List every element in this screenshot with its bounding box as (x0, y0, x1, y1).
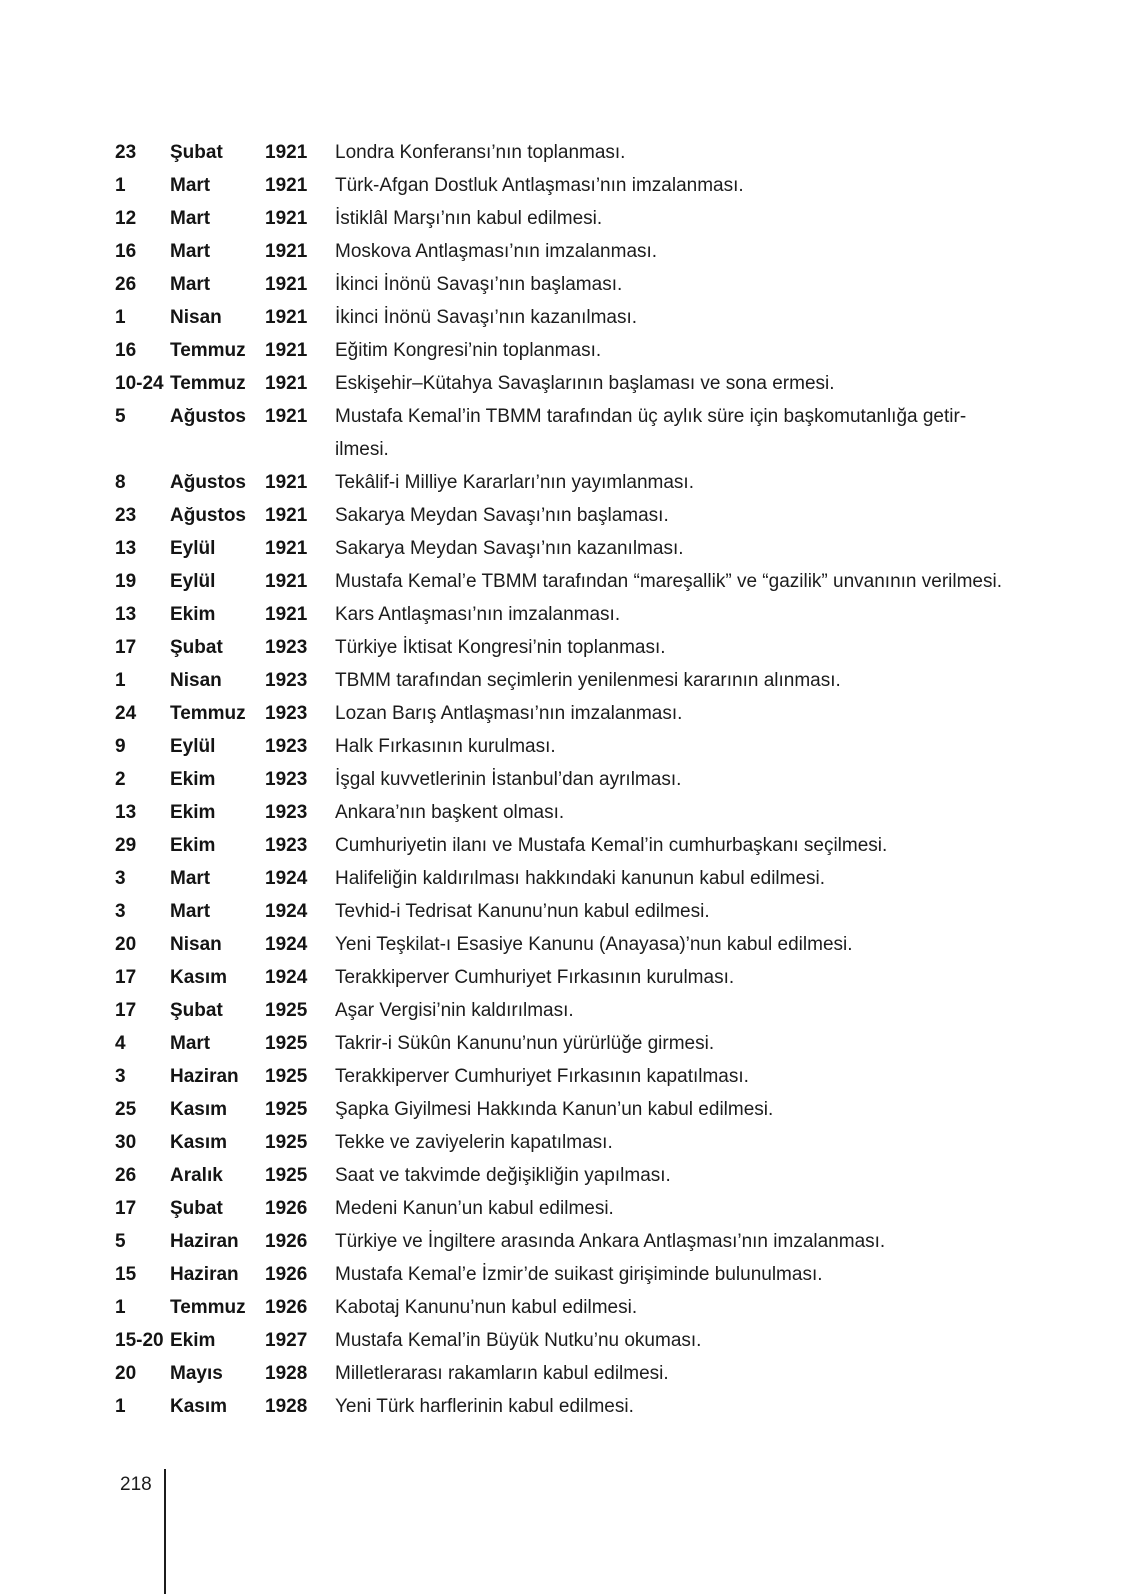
row-event: Halk Fırkasının kurulması. (335, 736, 556, 757)
row-day: 17 (115, 1000, 137, 1021)
row-day: 13 (115, 604, 137, 625)
row-month: Mart (170, 175, 211, 196)
row-event: Ankara’nın başkent olması. (335, 802, 565, 823)
timeline-row (115, 1126, 1005, 1159)
row-event: Londra Konferansı’nın toplanması. (335, 142, 626, 163)
row-event: Türkiye İktisat Kongresi’nin toplanması. (335, 637, 666, 658)
timeline-row (115, 697, 1005, 730)
row-year: 1923 (265, 637, 308, 658)
row-day: 16 (115, 241, 137, 262)
row-month: Ağustos (170, 505, 246, 526)
row-year: 1921 (265, 472, 308, 493)
row-day: 29 (115, 835, 137, 856)
row-month: Aralık (170, 1165, 223, 1186)
timeline-row (115, 598, 1005, 631)
row-month: Mart (170, 241, 211, 262)
row-month: Şubat (170, 1198, 223, 1219)
row-event: Sakarya Meydan Savaşı’nın kazanılması. (335, 538, 684, 559)
row-year: 1921 (265, 142, 308, 163)
row-day: 13 (115, 802, 137, 823)
row-year: 1921 (265, 340, 308, 361)
row-year: 1923 (265, 736, 308, 757)
row-month: Haziran (170, 1264, 239, 1285)
timeline-row (115, 235, 1005, 268)
row-event: Mustafa Kemal’in Büyük Nutku’nu okuması. (335, 1330, 702, 1351)
row-event: İstiklâl Marşı’nın kabul edilmesi. (335, 208, 603, 229)
row-month: Nisan (170, 307, 222, 328)
row-year: 1925 (265, 1132, 308, 1153)
row-month: Temmuz (170, 703, 246, 724)
row-event: Eskişehir–Kütahya Savaşlarının başlaması ve sona ermesi. (335, 373, 835, 394)
row-day: 15-20 (115, 1330, 164, 1351)
row-month: Kasım (170, 967, 228, 988)
timeline-row (115, 1324, 1005, 1357)
timeline-row (115, 1192, 1005, 1225)
row-month: Ekim (170, 835, 216, 856)
row-day: 17 (115, 1198, 137, 1219)
row-event: Yeni Türk harflerinin kabul edilmesi. (335, 1396, 634, 1417)
row-month: Mart (170, 901, 211, 922)
row-day: 26 (115, 274, 137, 295)
row-year: 1921 (265, 274, 308, 295)
row-day: 1 (115, 1396, 126, 1417)
timeline-row (115, 334, 1005, 367)
row-month: Temmuz (170, 340, 246, 361)
row-month: Eylül (170, 538, 216, 559)
timeline-row (115, 565, 1005, 598)
row-event: TBMM tarafından seçimlerin yenilenmesi kararının alınması. (335, 670, 841, 691)
row-year: 1924 (265, 934, 308, 955)
row-year: 1925 (265, 1066, 308, 1087)
timeline-row (115, 895, 1005, 928)
row-event: Milletlerarası rakamların kabul edilmesi. (335, 1363, 669, 1384)
timeline-row (115, 763, 1005, 796)
row-month: Mart (170, 868, 211, 889)
timeline-row (115, 829, 1005, 862)
row-day: 19 (115, 571, 137, 592)
timeline-row (115, 1225, 1005, 1258)
timeline-row (115, 1258, 1005, 1291)
timeline-row (115, 1093, 1005, 1126)
row-day: 4 (115, 1033, 126, 1054)
row-event: Kabotaj Kanunu’nun kabul edilmesi. (335, 1297, 638, 1318)
timeline-row (115, 1357, 1005, 1390)
row-day: 13 (115, 538, 137, 559)
row-month: Kasım (170, 1396, 228, 1417)
row-year: 1921 (265, 373, 308, 394)
row-day: 3 (115, 1066, 126, 1087)
row-month: Şubat (170, 1000, 223, 1021)
timeline-row (115, 136, 1005, 169)
row-day: 24 (115, 703, 137, 724)
timeline-row (115, 1159, 1005, 1192)
row-month: Ağustos (170, 406, 246, 427)
row-year: 1928 (265, 1363, 308, 1384)
row-year: 1921 (265, 208, 308, 229)
row-year: 1926 (265, 1198, 308, 1219)
row-year: 1924 (265, 967, 308, 988)
row-year: 1923 (265, 802, 308, 823)
row-day: 20 (115, 934, 137, 955)
row-event: Takrir-i Sükûn Kanunu’nun yürürlüğe girmesi. (335, 1033, 715, 1054)
row-event: Medeni Kanun’un kabul edilmesi. (335, 1198, 614, 1219)
row-event: Mustafa Kemal’e TBMM tarafından “mareşallik” ve “gazilik” unvanının verilmesi. (335, 571, 1002, 592)
timeline-row (115, 466, 1005, 499)
row-event: Kars Antlaşması’nın imzalanması. (335, 604, 621, 625)
row-event: Moskova Antlaşması’nın imzalanması. (335, 241, 658, 262)
row-event: Tekâlif-i Milliye Kararları’nın yayımlanması. (335, 472, 694, 493)
row-month: Eylül (170, 736, 216, 757)
row-year: 1921 (265, 307, 308, 328)
row-day: 17 (115, 967, 137, 988)
timeline-row (115, 961, 1005, 994)
timeline-row (115, 1027, 1005, 1060)
row-event: İkinci İnönü Savaşı’nın başlaması. (335, 274, 623, 295)
row-event: Halifeliğin kaldırılması hakkındaki kanunun kabul edilmesi. (335, 868, 826, 889)
row-year: 1921 (265, 538, 308, 559)
timeline-row (115, 301, 1005, 334)
row-day: 3 (115, 901, 126, 922)
row-month: Temmuz (170, 373, 246, 394)
timeline-row (115, 928, 1005, 961)
row-day: 3 (115, 868, 126, 889)
row-month: Haziran (170, 1231, 239, 1252)
row-year: 1921 (265, 604, 308, 625)
row-month: Nisan (170, 934, 222, 955)
row-day: 10-24 (115, 373, 164, 394)
row-event: Sakarya Meydan Savaşı’nın başlaması. (335, 505, 669, 526)
row-day: 30 (115, 1132, 137, 1153)
row-year: 1925 (265, 1099, 308, 1120)
row-event: Eğitim Kongresi’nin toplanması. (335, 340, 602, 361)
row-month: Mart (170, 274, 211, 295)
timeline-row (115, 994, 1005, 1027)
timeline-row (115, 631, 1005, 664)
row-month: Kasım (170, 1132, 228, 1153)
row-year: 1924 (265, 868, 308, 889)
row-month: Şubat (170, 142, 223, 163)
row-event: Terakkiperver Cumhuriyet Fırkasının kurulması. (335, 967, 735, 988)
row-day: 9 (115, 736, 126, 757)
footer-vertical-rule (164, 1469, 166, 1594)
row-month: Nisan (170, 670, 222, 691)
row-day: 12 (115, 208, 137, 229)
row-day: 15 (115, 1264, 137, 1285)
row-event: Yeni Teşkilat-ı Esasiye Kanunu (Anayasa)’nun kabul edilmesi. (335, 934, 853, 955)
row-day: 25 (115, 1099, 137, 1120)
row-event: Terakkiperver Cumhuriyet Fırkasının kapatılması. (335, 1066, 749, 1087)
row-day: 20 (115, 1363, 137, 1384)
row-year: 1928 (265, 1396, 308, 1417)
timeline-row (115, 1060, 1005, 1093)
timeline-row (115, 202, 1005, 235)
row-day: 23 (115, 142, 137, 163)
row-month: Ekim (170, 1330, 216, 1351)
row-event: Tekke ve zaviyelerin kapatılması. (335, 1132, 613, 1153)
row-event: Şapka Giyilmesi Hakkında Kanun’un kabul edilmesi. (335, 1099, 774, 1120)
row-day: 1 (115, 1297, 126, 1318)
row-month: Mart (170, 208, 211, 229)
row-year: 1921 (265, 175, 308, 196)
timeline-row (115, 532, 1005, 565)
row-year: 1925 (265, 1033, 308, 1054)
row-day: 17 (115, 637, 137, 658)
timeline-row (115, 730, 1005, 763)
row-year: 1921 (265, 241, 308, 262)
row-event: İşgal kuvvetlerinin İstanbul’dan ayrılması. (335, 769, 682, 790)
timeline-row (115, 400, 1005, 466)
row-event: İkinci İnönü Savaşı’nın kazanılması. (335, 307, 638, 328)
row-event: Aşar Vergisi’nin kaldırılması. (335, 1000, 574, 1021)
row-event: Cumhuriyetin ilanı ve Mustafa Kemal’in cumhurbaşkanı seçilmesi. (335, 835, 888, 856)
row-day: 1 (115, 307, 126, 328)
row-year: 1925 (265, 1165, 308, 1186)
row-month: Mayıs (170, 1363, 223, 1384)
row-year: 1923 (265, 835, 308, 856)
row-event: Türkiye ve İngiltere arasında Ankara Antlaşması’nın imzalanması. (335, 1231, 886, 1252)
row-month: Şubat (170, 637, 223, 658)
row-day: 5 (115, 1231, 126, 1252)
timeline-row (115, 268, 1005, 301)
row-day: 26 (115, 1165, 137, 1186)
row-month: Ekim (170, 769, 216, 790)
row-event: Mustafa Kemal’e İzmir’de suikast girişiminde bulunulması. (335, 1264, 823, 1285)
row-year: 1923 (265, 703, 308, 724)
row-year: 1921 (265, 406, 308, 427)
row-month: Ekim (170, 802, 216, 823)
row-month: Eylül (170, 571, 216, 592)
row-event: Tevhid-i Tedrisat Kanunu’nun kabul edilmesi. (335, 901, 710, 922)
row-year: 1924 (265, 901, 308, 922)
chronology-list (115, 136, 1005, 1423)
row-event: Saat ve takvimde değişikliğin yapılması. (335, 1165, 671, 1186)
page-number: 218 (120, 1474, 152, 1495)
timeline-row (115, 367, 1005, 400)
row-year: 1926 (265, 1297, 308, 1318)
row-year: 1923 (265, 769, 308, 790)
row-month: Ağustos (170, 472, 246, 493)
timeline-row (115, 664, 1005, 697)
row-month: Kasım (170, 1099, 228, 1120)
row-day: 16 (115, 340, 137, 361)
row-day: 1 (115, 175, 126, 196)
timeline-row (115, 1390, 1005, 1423)
timeline-row (115, 796, 1005, 829)
row-month: Temmuz (170, 1297, 246, 1318)
row-month: Ekim (170, 604, 216, 625)
row-day: 23 (115, 505, 137, 526)
row-event: Türk-Afgan Dostluk Antlaşması’nın imzalanması. (335, 175, 744, 196)
row-event: Mustafa Kemal’in TBMM tarafından üç aylık süre için başkomutanlığa getirilmesi. (335, 406, 967, 460)
row-year: 1923 (265, 670, 308, 691)
row-year: 1921 (265, 571, 308, 592)
row-day: 2 (115, 769, 126, 790)
row-year: 1926 (265, 1231, 308, 1252)
timeline-row (115, 499, 1005, 532)
row-year: 1926 (265, 1264, 308, 1285)
timeline-row (115, 1291, 1005, 1324)
row-year: 1921 (265, 505, 308, 526)
row-event: Lozan Barış Antlaşması’nın imzalanması. (335, 703, 683, 724)
row-month: Haziran (170, 1066, 239, 1087)
row-year: 1925 (265, 1000, 308, 1021)
row-year: 1927 (265, 1330, 308, 1351)
row-month: Mart (170, 1033, 211, 1054)
row-day: 5 (115, 406, 126, 427)
timeline-row (115, 169, 1005, 202)
row-day: 1 (115, 670, 126, 691)
timeline-row (115, 862, 1005, 895)
row-day: 8 (115, 472, 126, 493)
